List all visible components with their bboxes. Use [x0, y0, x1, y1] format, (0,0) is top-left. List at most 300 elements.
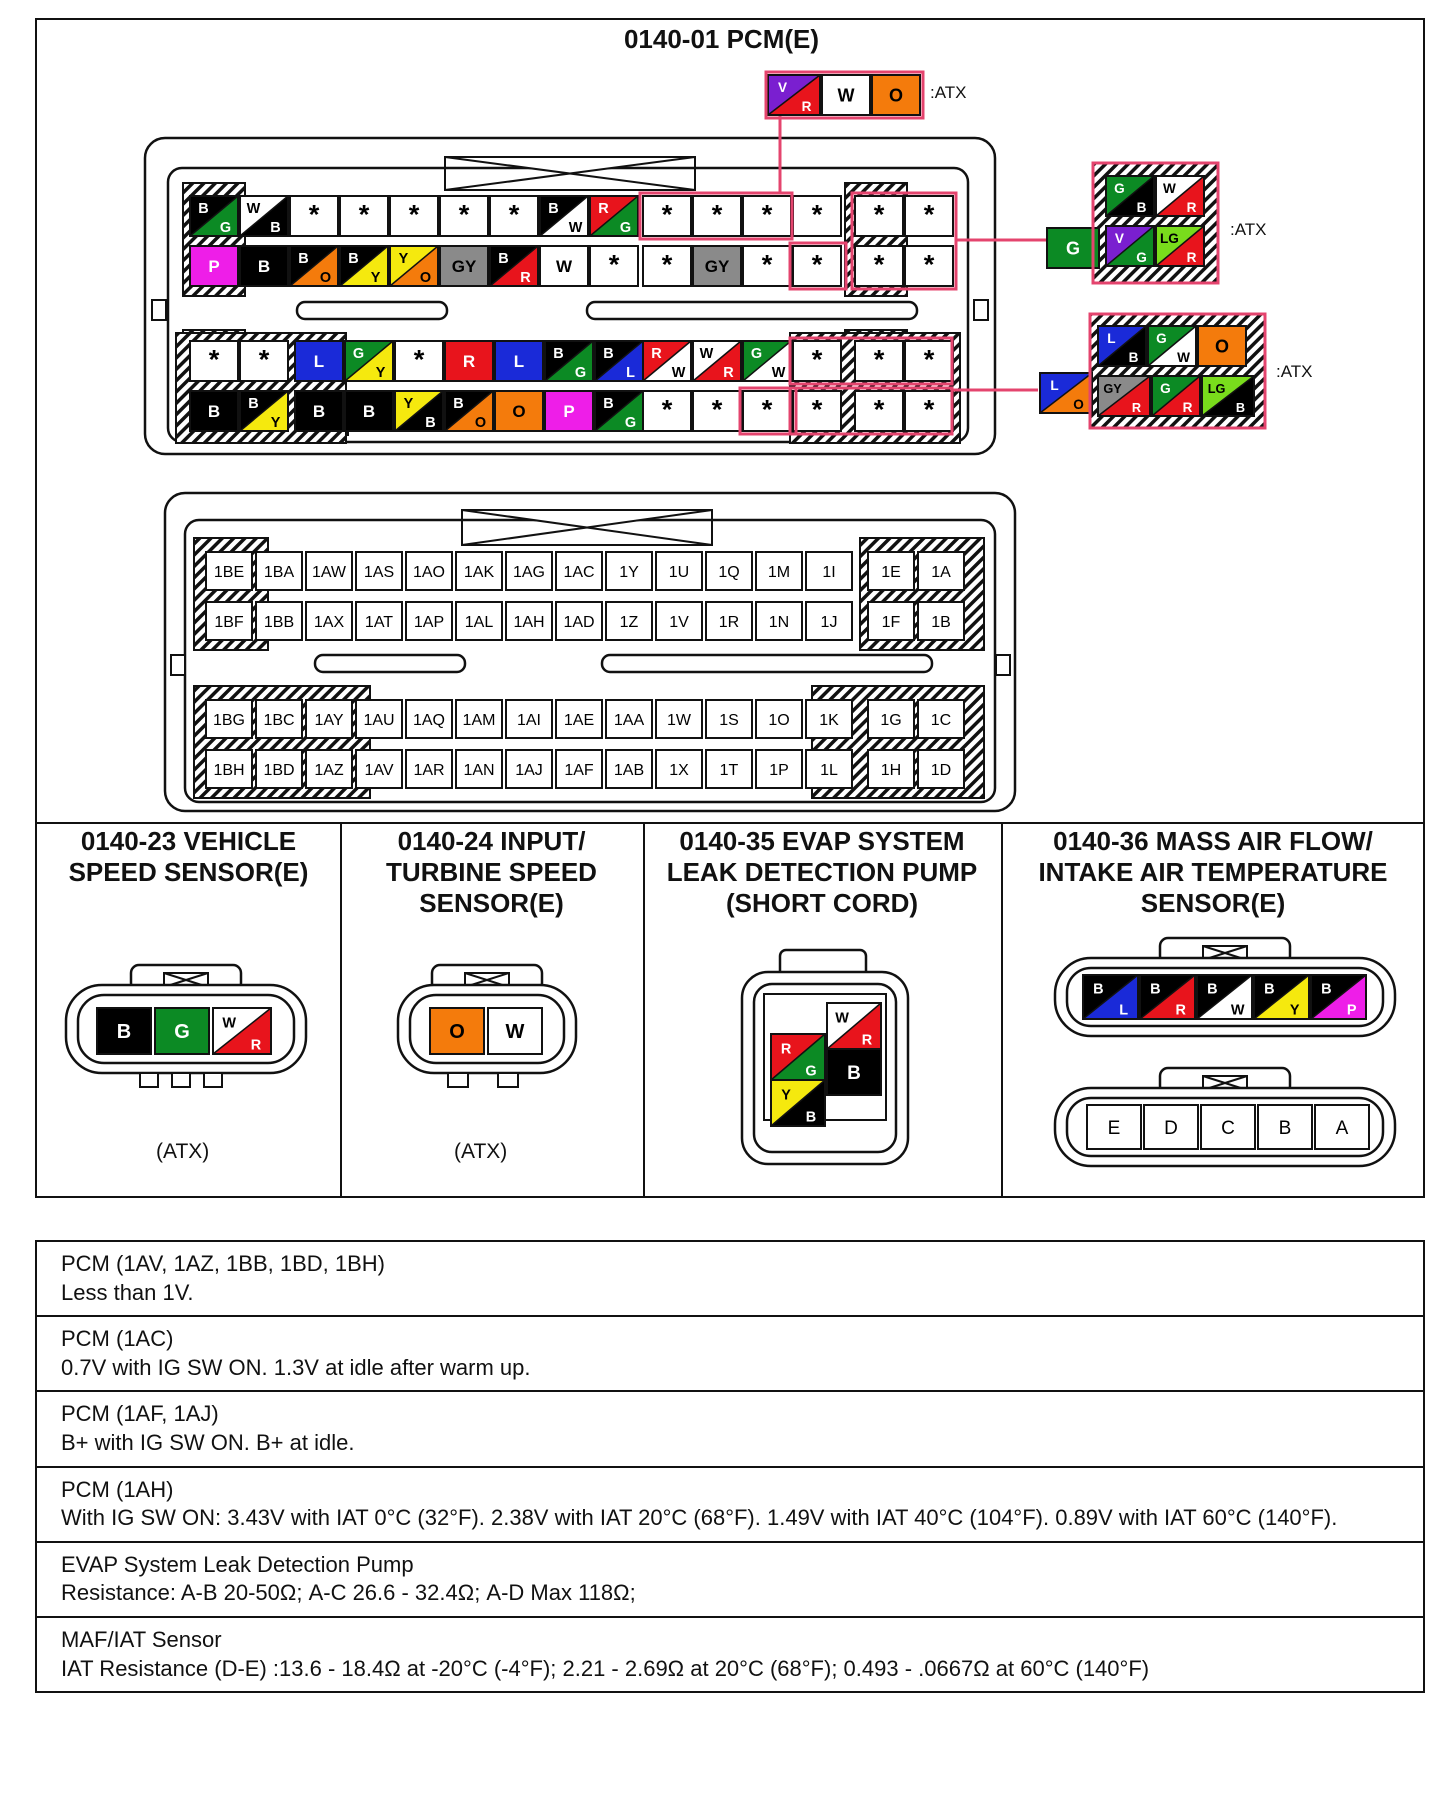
svg-text:G: G	[219, 220, 232, 236]
pin-cell	[868, 552, 914, 590]
wire-cell	[290, 246, 338, 286]
pin-cell	[506, 552, 552, 590]
svg-text:G: G	[1136, 250, 1147, 265]
svg-text:B: B	[603, 345, 614, 362]
spec-row: PCM (1AH) With IG SW ON: 3.43V with IAT 0°C (32°F). 2.38V with IAT 20°C (68°F). 1.49V with IAT 40°C (104°F). 0.89V with IAT 60°C (140°F).	[37, 1468, 1423, 1543]
svg-text:1Q: 1Q	[718, 563, 740, 581]
svg-text:LG: LG	[1207, 380, 1226, 396]
wire-cell	[1098, 376, 1150, 416]
wire-cell	[693, 196, 741, 236]
svg-text:G: G	[174, 1021, 190, 1044]
pin-cell	[206, 700, 252, 738]
wire-cell	[213, 1008, 271, 1054]
svg-text:1BC: 1BC	[263, 711, 295, 729]
svg-text:W: W	[1163, 180, 1176, 196]
wire-cell	[240, 196, 288, 236]
pin-cell	[506, 700, 552, 738]
svg-text:V: V	[1114, 230, 1124, 246]
pin-cell	[756, 602, 802, 640]
svg-text:*: *	[873, 393, 885, 425]
pin-cell	[306, 700, 352, 738]
svg-text:1V: 1V	[669, 613, 689, 631]
svg-text:B: B	[312, 402, 326, 422]
svg-text:*: *	[258, 343, 270, 375]
pin-cell	[656, 602, 702, 640]
svg-text:1AQ: 1AQ	[412, 711, 446, 729]
svg-text:1B: 1B	[931, 613, 951, 631]
atx-label-mid: :ATX	[1230, 220, 1267, 239]
svg-text:*: *	[661, 198, 673, 230]
svg-text:O: O	[319, 270, 332, 286]
pin-cell	[456, 552, 502, 590]
svg-text:W: W	[222, 1015, 237, 1032]
wire-cell	[545, 391, 593, 431]
svg-text:B: B	[1321, 981, 1332, 998]
svg-text:1R: 1R	[718, 613, 740, 631]
svg-text:W: W	[837, 85, 855, 106]
svg-text:*: *	[923, 198, 935, 230]
svg-text:G: G	[805, 1063, 817, 1080]
svg-text:*: *	[761, 198, 773, 230]
svg-text:R: R	[861, 1032, 873, 1049]
wire-cell	[495, 391, 543, 431]
pin-cell	[556, 552, 602, 590]
pin-cell	[606, 602, 652, 640]
pin-cell	[706, 602, 752, 640]
wire-cell	[905, 391, 953, 431]
svg-text:W: W	[835, 1010, 849, 1027]
tss-atx-note: (ATX)	[454, 1140, 508, 1163]
maf-connector-wires	[1055, 938, 1395, 1036]
wire-cell	[595, 391, 643, 431]
wire-cell	[595, 341, 643, 381]
svg-text:*: *	[458, 198, 470, 230]
svg-text:1AM: 1AM	[462, 711, 496, 729]
wire-cell	[290, 196, 338, 236]
vss-atx-note: (ATX)	[156, 1140, 210, 1163]
svg-text:R: R	[651, 345, 662, 362]
svg-text:R: R	[1182, 400, 1193, 415]
wire-cell	[488, 1008, 542, 1054]
svg-text:P: P	[1346, 1002, 1357, 1019]
wire-cell	[345, 341, 393, 381]
svg-text:G: G	[1160, 380, 1171, 396]
svg-text:Y: Y	[781, 1087, 791, 1104]
wire-cell	[190, 246, 238, 286]
svg-text:1X: 1X	[669, 761, 689, 779]
svg-text:GY: GY	[451, 257, 477, 277]
svg-text:G: G	[574, 365, 587, 381]
svg-text:B: B	[603, 395, 614, 412]
wire-cell	[395, 341, 443, 381]
pin-cell	[606, 700, 652, 738]
svg-text:1BG: 1BG	[212, 711, 246, 729]
wire-cell	[793, 391, 841, 431]
svg-text:B: B	[1093, 981, 1104, 998]
svg-text:W: W	[555, 257, 573, 277]
svg-text:B: B	[847, 1062, 861, 1084]
pin-cell	[918, 552, 964, 590]
svg-text:W: W	[505, 1021, 525, 1044]
spec-row: EVAP System Leak Detection Pump Resistance: A-B 20-50Ω; A-C 26.6 - 32.4Ω; A-D Max 118Ω;	[37, 1543, 1423, 1618]
wire-cell	[1106, 226, 1154, 266]
pin-cell	[256, 750, 302, 788]
pin-cell	[506, 750, 552, 788]
pin-cell	[306, 602, 352, 640]
svg-text:1O: 1O	[768, 711, 790, 729]
svg-text:1C: 1C	[930, 711, 952, 729]
svg-text:1AN: 1AN	[463, 761, 495, 779]
svg-text:*: *	[811, 393, 823, 425]
svg-text:1AI: 1AI	[516, 711, 542, 729]
svg-text:1AE: 1AE	[563, 711, 595, 729]
wire-cell	[490, 246, 538, 286]
svg-text:*: *	[923, 343, 935, 375]
svg-text:1K: 1K	[819, 711, 839, 729]
pin-cell	[868, 700, 914, 738]
wire-cell	[190, 391, 238, 431]
pin-cell	[456, 750, 502, 788]
svg-text:Y: Y	[375, 365, 386, 381]
svg-text:1W: 1W	[667, 711, 691, 729]
svg-text:D: D	[1164, 1117, 1178, 1139]
svg-text:1M: 1M	[767, 563, 791, 581]
atx-label-top: :ATX	[930, 83, 967, 102]
wire-cell	[793, 341, 841, 381]
svg-text:*: *	[413, 343, 425, 375]
wire-cell	[743, 391, 791, 431]
wire-cell	[768, 75, 820, 115]
svg-text:B: B	[1136, 200, 1147, 215]
wire-cell	[240, 391, 288, 431]
wire-cell	[643, 196, 691, 236]
svg-text:R: R	[250, 1037, 262, 1054]
detail-connector-top	[766, 72, 923, 118]
svg-text:R: R	[1186, 250, 1197, 265]
pin-cell	[806, 700, 852, 738]
svg-text:W: W	[1177, 350, 1190, 365]
wire-cell	[430, 1008, 484, 1054]
svg-text:1S: 1S	[719, 711, 739, 729]
wire-cell	[190, 341, 238, 381]
svg-text:O: O	[449, 1021, 465, 1044]
svg-text:1AC: 1AC	[563, 563, 595, 581]
wire-cell	[905, 196, 953, 236]
pin-cell	[456, 700, 502, 738]
wire-cell	[643, 391, 691, 431]
wire-cell	[905, 246, 953, 286]
svg-text:B: B	[1128, 350, 1139, 365]
wire-cell	[693, 246, 741, 286]
svg-text:*: *	[208, 343, 220, 375]
pin-cell	[868, 602, 914, 640]
wire-cell	[1040, 373, 1092, 413]
wire-cell	[827, 1003, 881, 1049]
pin-cell	[1201, 1105, 1255, 1149]
svg-text:*: *	[923, 393, 935, 425]
svg-text:L: L	[1107, 330, 1116, 346]
pcm-connector-diagram	[0, 0, 1443, 822]
pin-cell	[656, 552, 702, 590]
svg-text:O: O	[474, 415, 487, 431]
wire-cell	[395, 391, 443, 431]
spec-row: MAF/IAT Sensor IAT Resistance (D-E) :13.6 - 18.4Ω at -20°C (-4°F); 2.21 - 2.69Ω at 20°C (68°F); 0.493 - .0667Ω at 60°C (140°F)	[61, 1626, 1150, 1681]
pin-cell	[918, 700, 964, 738]
svg-text:1A: 1A	[931, 563, 951, 581]
svg-text:B: B	[425, 415, 436, 431]
pin-cell	[1087, 1105, 1141, 1149]
svg-text:1AS: 1AS	[363, 563, 395, 581]
wire-cell	[1197, 975, 1252, 1019]
svg-text:G: G	[619, 220, 632, 236]
svg-text:*: *	[508, 198, 520, 230]
wire-cell	[743, 196, 791, 236]
svg-text:R: R	[1175, 1002, 1186, 1019]
svg-text:Y: Y	[1289, 1002, 1300, 1019]
svg-text:1AW: 1AW	[311, 563, 347, 581]
svg-text:B: B	[198, 200, 209, 217]
svg-text:Y: Y	[270, 415, 281, 431]
wire-cell	[295, 341, 343, 381]
wire-cell	[643, 246, 691, 286]
svg-text:1BF: 1BF	[214, 613, 244, 631]
svg-text:1J: 1J	[820, 613, 838, 631]
pin-cell	[556, 602, 602, 640]
svg-text:R: R	[1131, 400, 1142, 415]
wire-cell	[295, 391, 343, 431]
svg-text:W: W	[246, 200, 261, 217]
wire-cell	[240, 246, 288, 286]
wire-cell	[495, 341, 543, 381]
pin-cell	[656, 700, 702, 738]
svg-text:*: *	[711, 393, 723, 425]
pin-cell	[706, 750, 752, 788]
svg-text:B: B	[453, 395, 464, 412]
svg-text:1BH: 1BH	[213, 761, 245, 779]
svg-text:B: B	[1278, 1117, 1292, 1139]
svg-text:G: G	[1065, 238, 1081, 259]
pin-cell	[1144, 1105, 1198, 1149]
svg-text:1AU: 1AU	[363, 711, 395, 729]
svg-text:LG: LG	[1159, 230, 1179, 246]
wire-cell	[1202, 376, 1254, 416]
svg-text:A: A	[1335, 1117, 1349, 1139]
svg-text:R: R	[801, 99, 812, 114]
svg-text:L: L	[313, 352, 325, 372]
evap-connector	[742, 950, 908, 1164]
svg-text:1AJ: 1AJ	[515, 761, 543, 779]
svg-text:*: *	[408, 198, 420, 230]
pin-cell	[806, 552, 852, 590]
svg-text:W: W	[699, 345, 714, 362]
svg-text:W: W	[671, 365, 686, 381]
svg-text:1AT: 1AT	[364, 613, 394, 631]
pin-cell	[806, 750, 852, 788]
svg-text:C: C	[1221, 1117, 1235, 1139]
svg-text:*: *	[608, 248, 620, 280]
svg-text:R: R	[1186, 200, 1197, 215]
svg-text:1T: 1T	[719, 761, 739, 779]
svg-text:*: *	[923, 248, 935, 280]
svg-text:GY: GY	[1103, 380, 1122, 396]
wire-cell	[643, 341, 691, 381]
svg-text:Y: Y	[398, 250, 409, 267]
svg-text:1N: 1N	[768, 613, 790, 631]
pin-cell	[256, 700, 302, 738]
pin-cell	[256, 602, 302, 640]
svg-text:*: *	[711, 198, 723, 230]
pin-cell	[1315, 1105, 1369, 1149]
pin-cell	[606, 552, 652, 590]
wire-cell	[590, 246, 638, 286]
svg-text:*: *	[761, 248, 773, 280]
svg-text:B: B	[248, 395, 259, 412]
svg-text:1AO: 1AO	[412, 563, 446, 581]
wire-cell	[155, 1008, 209, 1054]
wire-cell	[743, 246, 791, 286]
svg-text:1AA: 1AA	[613, 711, 645, 729]
wire-cell	[1311, 975, 1366, 1019]
svg-text:W: W	[771, 365, 786, 381]
svg-text:B: B	[1150, 981, 1161, 998]
pin-cell	[506, 602, 552, 640]
svg-text:1AL: 1AL	[464, 613, 494, 631]
svg-text:O: O	[419, 270, 432, 286]
spec-row: PCM (1AF, 1AJ) B+ with IG SW ON. B+ at idle.	[37, 1392, 1423, 1467]
wire-cell	[793, 196, 841, 236]
svg-text:1H: 1H	[880, 761, 902, 779]
wire-cell	[540, 246, 588, 286]
wire-cell	[490, 196, 538, 236]
svg-text:*: *	[761, 393, 773, 425]
svg-text:*: *	[661, 393, 673, 425]
detail-connector-mid	[1047, 163, 1218, 283]
svg-text:O: O	[888, 85, 904, 106]
svg-text:B: B	[298, 250, 309, 267]
svg-text:1AZ: 1AZ	[314, 761, 344, 779]
svg-text:O: O	[512, 402, 526, 422]
svg-text:B: B	[553, 345, 564, 362]
wire-cell	[1198, 326, 1246, 366]
wire-cell	[340, 246, 388, 286]
specs-table	[35, 1240, 1425, 1693]
svg-text:B: B	[257, 257, 271, 277]
wire-cell	[855, 196, 903, 236]
wire-cell	[1083, 975, 1138, 1019]
svg-text:B: B	[1235, 400, 1246, 415]
pin-cell	[306, 552, 352, 590]
svg-text:G: G	[624, 415, 637, 431]
spec-row: PCM (1AV, 1AZ, 1BB, 1BD, 1BH) Less than 1V.	[37, 1242, 1423, 1317]
svg-text:1D: 1D	[930, 761, 952, 779]
svg-text:1E: 1E	[881, 563, 901, 581]
tss-title: 0140-24 INPUT/ TURBINE SPEED SENSOR(E)	[386, 826, 597, 919]
wire-cell	[390, 246, 438, 286]
svg-text:GY: GY	[704, 257, 730, 277]
pin-cell	[456, 602, 502, 640]
svg-text:1AK: 1AK	[463, 563, 495, 581]
svg-text:1I: 1I	[822, 563, 836, 581]
wire-cell	[590, 196, 638, 236]
wire-cell	[540, 196, 588, 236]
svg-text:L: L	[1119, 1002, 1129, 1019]
wire-cell	[1140, 975, 1195, 1019]
evap-title: 0140-35 EVAP SYSTEM LEAK DETECTION PUMP (SHORT CORD)	[666, 826, 978, 919]
maf-title: 0140-36 MASS AIR FLOW/ INTAKE AIR TEMPERATURE SENSOR(E)	[1038, 826, 1388, 919]
pin-cell	[356, 750, 402, 788]
svg-text:1AR: 1AR	[413, 761, 445, 779]
pin-cell	[556, 700, 602, 738]
pin-cell	[556, 750, 602, 788]
svg-text:1BB: 1BB	[263, 613, 295, 631]
pin-cell	[1258, 1105, 1312, 1149]
pin-cell	[406, 552, 452, 590]
svg-text:B: B	[805, 1109, 817, 1126]
wire-cell	[1047, 228, 1099, 268]
svg-text:1Y: 1Y	[619, 563, 639, 581]
svg-text:O: O	[1073, 397, 1084, 412]
svg-text:W: W	[1230, 1002, 1245, 1019]
svg-text:R: R	[780, 1041, 792, 1058]
svg-text:W: W	[568, 220, 583, 236]
pin-cell	[606, 750, 652, 788]
svg-text:B: B	[270, 220, 281, 236]
svg-text:E: E	[1107, 1117, 1121, 1139]
wire-cell	[855, 391, 903, 431]
svg-text:*: *	[308, 198, 320, 230]
svg-text:1G: 1G	[880, 711, 902, 729]
svg-text:1U: 1U	[668, 563, 690, 581]
svg-text:*: *	[358, 198, 370, 230]
svg-text:R: R	[723, 365, 734, 381]
svg-text:B: B	[548, 200, 559, 217]
wire-cell	[445, 391, 493, 431]
wire-cell	[827, 1049, 881, 1095]
wire-cell	[771, 1034, 825, 1080]
pin-cell	[206, 602, 252, 640]
svg-text:Y: Y	[403, 395, 414, 412]
svg-text:G: G	[1156, 330, 1167, 346]
svg-text:1AG: 1AG	[512, 563, 546, 581]
svg-text:R: R	[598, 200, 609, 217]
wire-cell	[445, 341, 493, 381]
pin-cell	[706, 700, 752, 738]
svg-text:B: B	[348, 250, 359, 267]
pin-cell	[206, 750, 252, 788]
svg-text:1BD: 1BD	[263, 761, 295, 779]
wire-cell	[1148, 326, 1196, 366]
svg-text:1AH: 1AH	[513, 613, 545, 631]
pin-cell	[868, 750, 914, 788]
pin-cell	[656, 750, 702, 788]
svg-text:1AB: 1AB	[613, 761, 645, 779]
wire-cell	[1106, 176, 1154, 216]
pin-cell	[406, 750, 452, 788]
svg-text:1BA: 1BA	[263, 563, 295, 581]
tss-connector	[398, 965, 576, 1087]
wire-cell	[1152, 376, 1200, 416]
svg-text:1AX: 1AX	[313, 613, 345, 631]
wire-cell	[822, 75, 870, 115]
svg-text:1AP: 1AP	[413, 613, 445, 631]
svg-text:G: G	[352, 345, 365, 362]
wire-cell	[743, 341, 791, 381]
wire-cell	[340, 196, 388, 236]
wire-cell	[240, 341, 288, 381]
svg-text:O: O	[1214, 336, 1230, 357]
wire-cell	[693, 341, 741, 381]
svg-text:1AF: 1AF	[564, 761, 594, 779]
